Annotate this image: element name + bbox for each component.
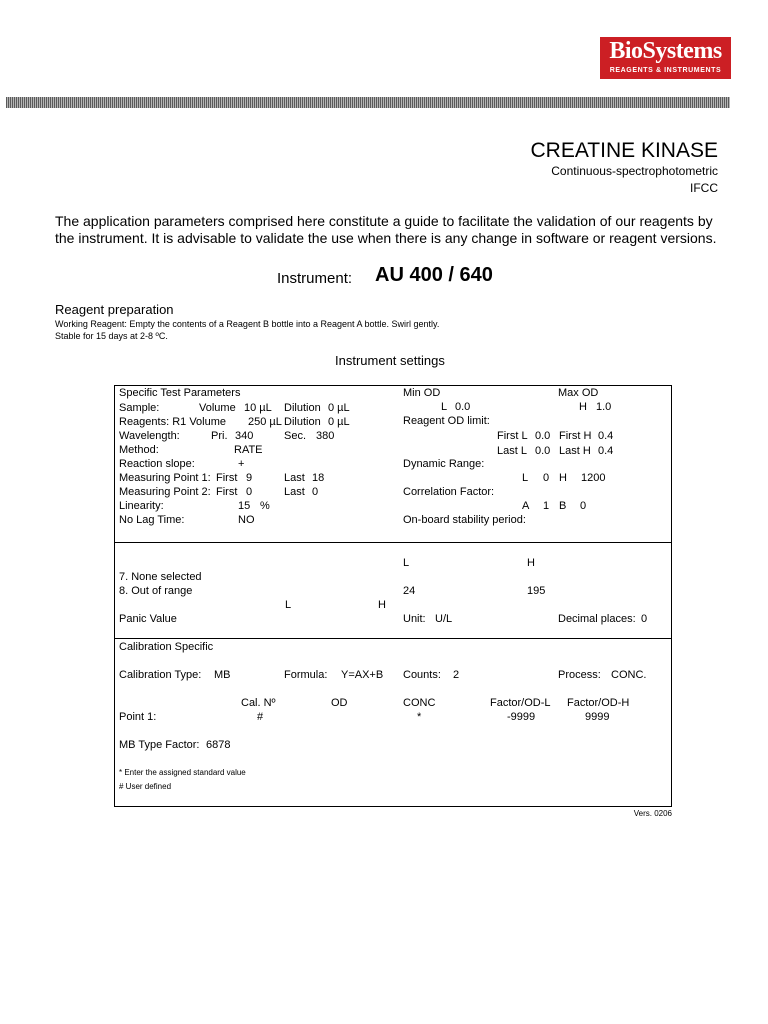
first-h-value: 0.4 xyxy=(598,430,614,442)
correlation-b-label: B xyxy=(559,500,567,512)
reagent-od-limit-label: Reagent OD limit: xyxy=(403,415,490,427)
point-1-factor-h: 9999 xyxy=(585,711,610,723)
dynamic-h-value: 1200 xyxy=(581,472,606,484)
min-od-label: Min OD xyxy=(403,387,441,399)
point-1-cal: # xyxy=(257,711,264,723)
measuring-point-2-label: Measuring Point 2: xyxy=(119,486,211,498)
wavelength-pri-value: 340 xyxy=(235,430,254,442)
mp2-first-label: First xyxy=(216,486,238,498)
section-divider xyxy=(114,638,672,639)
col-factor-od-l: Factor/OD-L xyxy=(490,697,551,709)
dynamic-h-label: H xyxy=(559,472,567,484)
dynamic-l-label: L xyxy=(522,472,529,484)
version-label: Vers. 0206 xyxy=(633,809,672,818)
point-1-label: Point 1: xyxy=(119,711,157,723)
decimal-places-label: Decimal places: xyxy=(558,613,636,625)
sample-dilution-label: Dilution xyxy=(284,402,321,414)
counts-value: 2 xyxy=(453,669,460,681)
formula-value: Y=AX+B xyxy=(341,669,384,681)
instrument-label: Instrument: xyxy=(277,270,353,287)
point-1-factor-l: -9999 xyxy=(507,711,536,723)
document-method: IFCC xyxy=(690,181,718,195)
min-od-l-value: 0.0 xyxy=(455,401,471,413)
last-l-label: Last L xyxy=(497,445,527,457)
mp2-last-label: Last xyxy=(284,486,305,498)
correlation-b-value: 0 xyxy=(580,500,587,512)
panic-h-header: H xyxy=(378,599,386,611)
method-value: RATE xyxy=(234,444,263,456)
mb-type-factor-label: MB Type Factor: xyxy=(119,739,200,751)
decimal-places-value: 0 xyxy=(641,613,648,625)
mp2-first-value: 0 xyxy=(246,486,253,498)
note-user-defined: # User defined xyxy=(119,782,172,791)
reagents-dilution-label: Dilution xyxy=(284,416,321,428)
note-standard-value: * Enter the assigned standard value xyxy=(119,768,246,777)
panic-value-label: Panic Value xyxy=(119,613,177,625)
linearity-value: 15 xyxy=(238,500,251,512)
mp1-last-label: Last xyxy=(284,472,305,484)
range-l-header: L xyxy=(403,557,410,569)
correlation-a-value: 1 xyxy=(543,500,550,512)
first-l-value: 0.0 xyxy=(535,430,551,442)
correlation-a-label: A xyxy=(522,500,530,512)
document-title: CREATINE KINASE xyxy=(530,139,718,162)
brand-tagline: REAGENTS & INSTRUMENTS xyxy=(609,67,722,74)
range-h-value: 195 xyxy=(527,585,546,597)
wavelength-sec-label: Sec. xyxy=(284,430,307,442)
brand-logo xyxy=(600,37,731,79)
no-lag-time-value: NO xyxy=(238,514,255,526)
mp2-last-value: 0 xyxy=(312,486,319,498)
reagent-prep-title: Reagent preparation xyxy=(55,302,174,317)
panic-l-header: L xyxy=(285,599,292,611)
formula-label: Formula: xyxy=(284,669,328,681)
col-cal-no: Cal. Nº xyxy=(241,697,276,709)
unit-value: U/L xyxy=(435,613,453,625)
unit-label: Unit: xyxy=(403,613,426,625)
last-l-value: 0.0 xyxy=(535,445,551,457)
reagents-label: Reagents: R1 Volume xyxy=(119,416,227,428)
sample-volume-value: 10 µL xyxy=(244,402,272,414)
dynamic-l-value: 0 xyxy=(543,472,550,484)
mp1-last-value: 18 xyxy=(312,472,325,484)
linearity-label: Linearity: xyxy=(119,500,164,512)
r1-volume-value: 250 µL xyxy=(248,416,282,428)
out-of-range: 8. Out of range xyxy=(119,585,193,597)
correlation-factor-label: Correlation Factor: xyxy=(403,486,495,498)
first-l-label: First L xyxy=(497,430,528,442)
linearity-unit: % xyxy=(260,500,270,512)
document-subtitle: Continuous-spectrophotometric xyxy=(551,164,718,178)
instrument-settings-title: Instrument settings xyxy=(335,353,445,368)
brand-name: BioSystems xyxy=(609,38,722,64)
wavelength-sec-value: 380 xyxy=(316,430,335,442)
mp1-first-label: First xyxy=(216,472,238,484)
col-conc: CONC xyxy=(403,697,436,709)
range-l-value: 24 xyxy=(403,585,416,597)
method-label: Method: xyxy=(119,444,159,456)
range-h-header: H xyxy=(527,557,535,569)
instrument-value: AU 400 / 640 xyxy=(375,264,493,286)
max-od-h-value: 1.0 xyxy=(596,401,612,413)
sample-dilution-value: 0 µL xyxy=(328,402,350,414)
specific-header: Specific Test Parameters xyxy=(119,387,241,399)
sample-label: Sample: xyxy=(119,402,160,414)
mb-type-factor-value: 6878 xyxy=(206,739,231,751)
wavelength-label: Wavelength: xyxy=(119,430,180,442)
no-lag-time-label: No Lag Time: xyxy=(119,514,185,526)
dynamic-range-label: Dynamic Range: xyxy=(403,458,485,470)
col-factor-od-h: Factor/OD-H xyxy=(567,697,630,709)
header-stripe xyxy=(6,97,730,108)
col-od: OD xyxy=(331,697,348,709)
calibration-type-label: Calibration Type: xyxy=(119,669,202,681)
last-h-label: Last H xyxy=(559,445,591,457)
calibration-type-value: MB xyxy=(214,669,231,681)
reagent-prep-line-2: Stable for 15 days at 2-8 ºC. xyxy=(55,331,168,341)
section-divider xyxy=(114,542,672,543)
calibration-header: Calibration Specific xyxy=(119,641,214,653)
mp1-first-value: 9 xyxy=(246,472,253,484)
reagent-prep-line-1: Working Reagent: Empty the contents of a Reagent B bottle into a Reagent A bottle. Swirl gently. xyxy=(55,319,440,329)
measuring-point-1-label: Measuring Point 1: xyxy=(119,472,211,484)
first-h-label: First H xyxy=(559,430,592,442)
onboard-stability-label: On-board stability period: xyxy=(403,514,526,526)
reaction-slope-label: Reaction slope: xyxy=(119,458,195,470)
reaction-slope-value: + xyxy=(238,458,245,470)
point-1-conc: * xyxy=(417,711,422,723)
intro-paragraph: The application parameters comprised here constitute a guide to facilitate the validation of our reagents by the instrument. It is advisable to validate the use when there is any change in software or reagent versions. xyxy=(55,213,717,246)
sample-volume-label: Volume xyxy=(199,402,236,414)
last-h-value: 0.4 xyxy=(598,445,614,457)
process-value: CONC. xyxy=(611,669,647,681)
process-label: Process: xyxy=(558,669,601,681)
counts-label: Counts: xyxy=(403,669,441,681)
wavelength-pri-label: Pri. xyxy=(211,430,228,442)
min-od-l-label: L xyxy=(441,401,448,413)
none-selected: 7. None selected xyxy=(119,571,202,583)
max-od-label: Max OD xyxy=(558,387,599,399)
max-od-h-label: H xyxy=(579,401,587,413)
reagents-dilution-value: 0 µL xyxy=(328,416,350,428)
